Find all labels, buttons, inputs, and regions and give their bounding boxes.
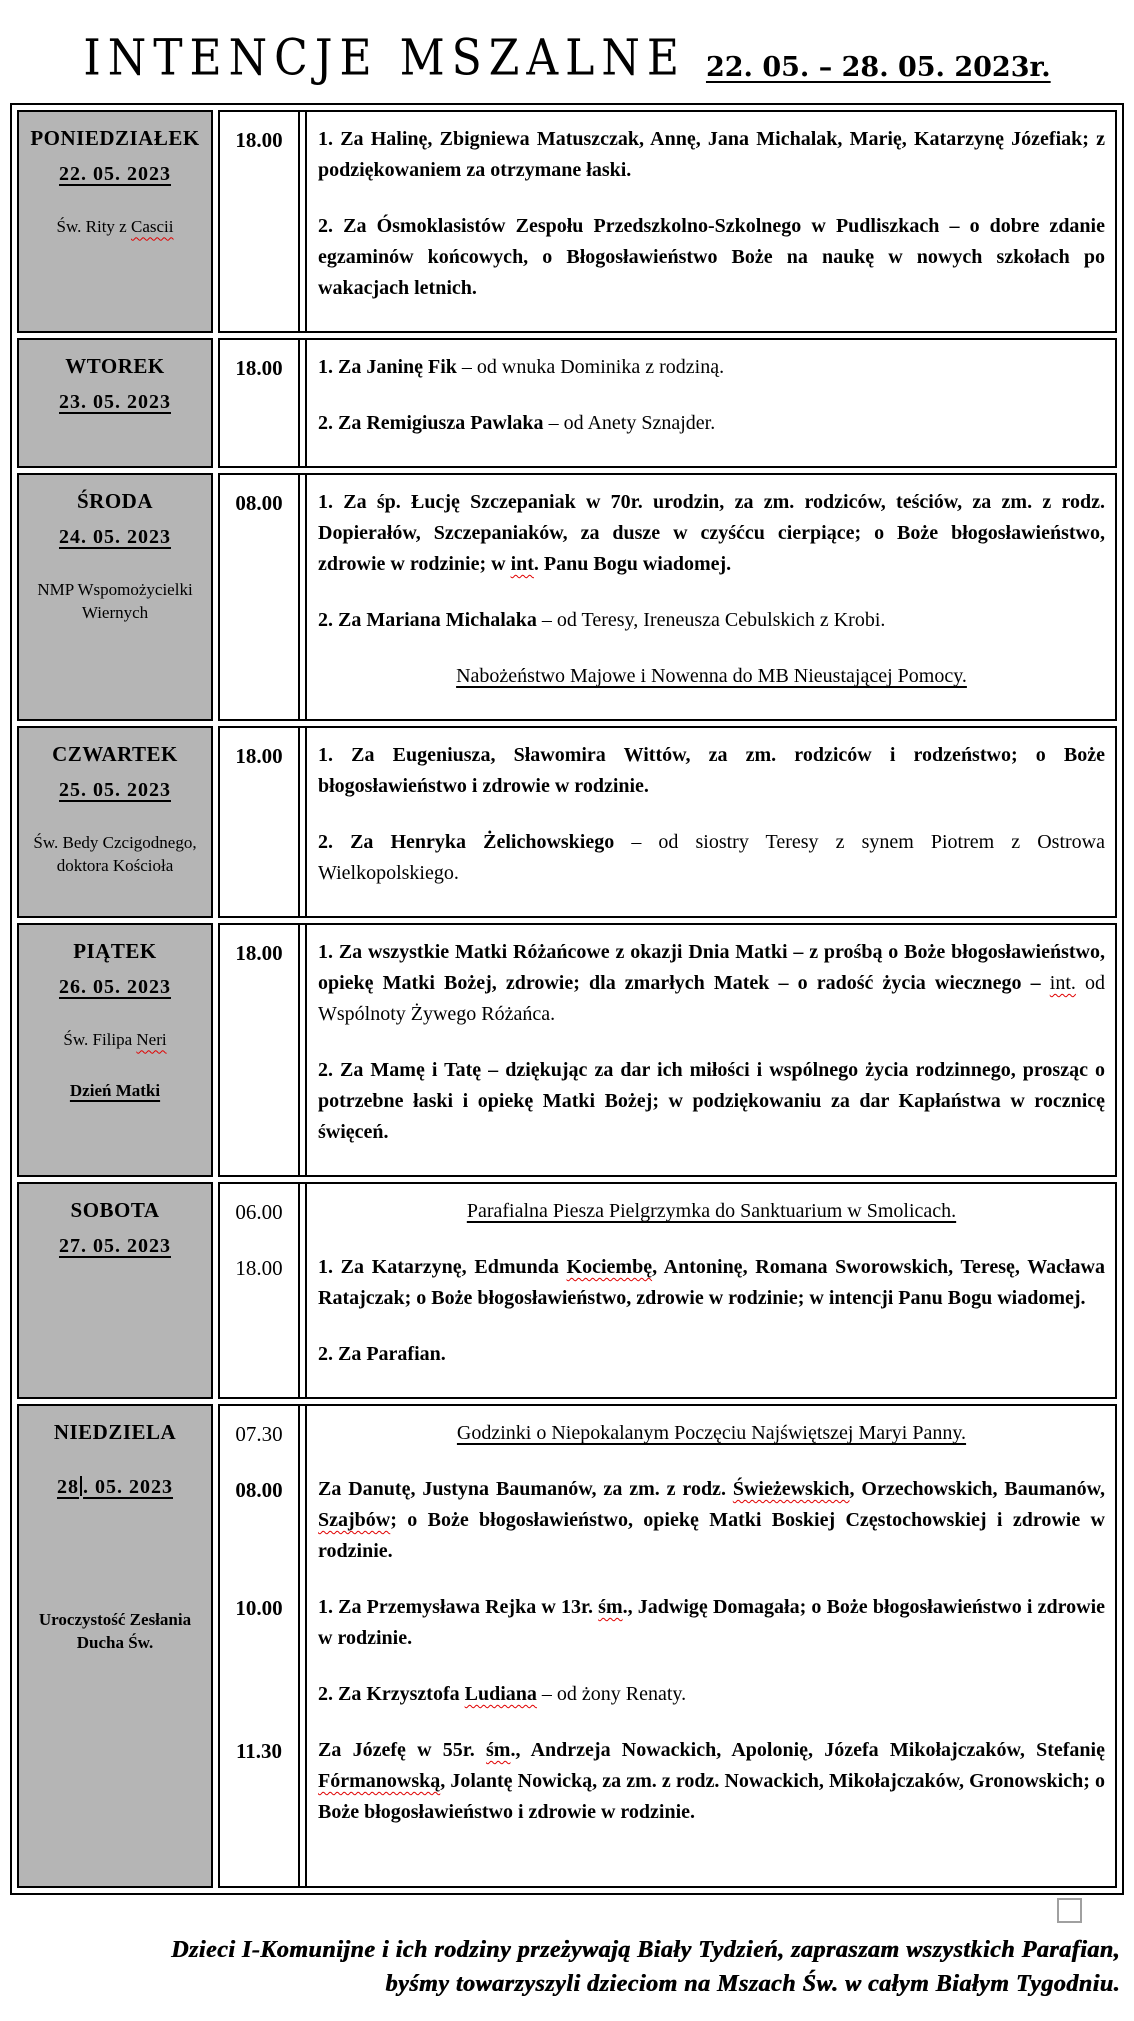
text-segment: 08.00 [235,1478,283,1502]
text-segment: 28 [57,1476,79,1499]
text-segment: Ludiana [464,1683,537,1705]
day-cell[interactable] [17,338,213,468]
text-segment: 1. Za Katarzynę, Edmunda [318,1256,567,1278]
schedule-row [17,1182,1117,1399]
intention-paragraph[interactable] [318,1735,1105,1828]
text-segment: . 05. 2023 [83,1476,173,1499]
text-segment: , Antoninę, Romana Sworowskich, Teresę, Wacława Ratajczak; o Boże błogosławieństwo, zdrowie w rodzinie; w intencji Panu Bogu wiadomej. [318,1256,1105,1309]
intention-block [298,352,1115,464]
mass-time[interactable] [220,1474,298,1592]
text-segment: SOBOTA [70,1198,160,1222]
text-segment: NMP Wspomożycielki Wiernych [37,580,193,623]
day-date[interactable] [25,161,205,188]
feast-name[interactable] [25,1029,205,1052]
intention-paragraph[interactable] [318,740,1105,802]
text-segment: Fórmanowską [318,1770,441,1792]
text-segment: – od siostry Teresy z synem Piotrem z Ostrowa Wielkopolskiego. [318,831,1106,884]
day-date[interactable] [25,1474,205,1501]
intention-paragraph[interactable] [318,1252,1105,1314]
intention-paragraph[interactable] [318,1055,1105,1148]
text-segment: – od żony Renaty. [536,1683,687,1705]
text-segment: śm [486,1739,511,1761]
day-cell[interactable] [17,923,213,1177]
text-segment: , Orzechowskich, Baumanów, [849,1478,1105,1500]
mass-time[interactable] [220,937,298,1173]
intention-paragraph[interactable] [318,487,1105,580]
text-segment: śm [598,1596,623,1618]
intention-paragraph[interactable] [318,605,1105,636]
day-date[interactable] [25,777,205,804]
text-segment: 23. 05. 2023 [59,391,171,414]
day-date[interactable] [25,974,205,1001]
text-cursor [80,1476,82,1496]
intention-paragraph[interactable] [318,827,1105,889]
day-date[interactable] [25,524,205,551]
text-segment: 1. Za Janinę Fik [318,356,457,378]
text-segment: 2. Za Mamę i Tatę – dziękując za dar ich miłości i wspólnego życia rodzinnego, prosząc o potrzebne łaski i opiekę Matki Bożej; w podziękowaniu za dar Kapłaństwa w rocznicę święceń. [318,1059,1105,1143]
feast-name[interactable] [25,579,205,625]
mass-time[interactable] [220,352,298,464]
text-segment: Dzień Matki [69,1081,161,1101]
text-segment: Godzinki o Niepokalanym Poczęciu Najświętszej Maryi Panny. [456,1422,967,1444]
mass-time[interactable] [220,1196,298,1252]
mass-time[interactable] [220,487,298,717]
text-segment: – od Teresy, Ireneusza Cebulskich z Krobi. [536,609,886,631]
text-segment: – od wnuka Dominika z rodziną. [456,356,725,378]
page-title[interactable]: INTENCJE MSZALNE [83,29,686,87]
day-name[interactable] [25,1418,205,1446]
intention-block [298,124,1115,329]
schedule-table-body [17,110,1117,1888]
text-segment: 2. Za Parafian. [318,1343,446,1365]
intentions-cell [218,338,1117,468]
intentions-grid [220,112,1115,331]
intention-block [298,1735,1115,1853]
text-segment: 2. Za Mariana Michalaka [318,609,537,631]
intention-paragraph[interactable] [318,124,1105,186]
announcement-line[interactable] [318,1196,1105,1227]
intention-paragraph[interactable] [318,1474,1105,1567]
text-segment: Szajbów [318,1509,391,1531]
text-segment: Za Józefę w 55r. [318,1739,487,1761]
text-segment: ŚRODA [76,489,153,513]
day-cell[interactable] [17,473,213,721]
announcement-line[interactable] [318,1418,1105,1449]
intention-paragraph[interactable] [318,1592,1105,1654]
text-segment: 18.00 [235,1256,283,1280]
intention-paragraph[interactable] [318,937,1105,1030]
title-date-range[interactable]: 22. 05. – 28. 05. 2023r. [705,52,1051,83]
intention-block [298,487,1115,717]
text-segment: Św. Filipa [63,1030,137,1050]
intentions-cell [218,923,1117,1177]
intention-paragraph[interactable] [318,352,1105,383]
intention-block [298,1418,1115,1474]
text-segment: 1. Za wszystkie Matki Różańcowe z okazji Dnia Matki – z prośbą o Boże błogosławieństwo, opiekę Matki Bożej, zdrowie; dla zmarłych Matek – o radość życia wiecznego – [318,941,1105,994]
text-segment: 18.00 [235,941,283,965]
mass-time[interactable] [220,1592,298,1735]
intentions-grid [220,925,1115,1175]
text-segment: 11.30 [235,1739,283,1763]
schedule-row [17,1404,1117,1888]
intention-block [298,1592,1115,1735]
text-segment: od Wspólnoty Żywego Różańca. [318,972,1105,1025]
day-cell[interactable] [17,110,213,333]
text-segment: Cascii [130,217,174,237]
intentions-grid [220,728,1115,916]
document-header [10,29,1124,87]
day-cell[interactable] [17,726,213,918]
schedule-row [17,338,1117,468]
text-segment: 1. Za śp. Łucję Szczepaniak w 70r. urodzin, za zm. rodziców, teściów, za zm. z rodz. Dopierałów, Szczepaniaków, za dusze w czyśćcu cierpiące; o Boże błogosławieństwo, zdrowie w rodzinie; w [318,491,1105,575]
mass-time[interactable] [220,740,298,914]
day-name[interactable] [25,352,205,380]
text-segment: 1. Za Halinę, Zbigniewa Matuszczak, Annę, Jana Michalak, Marię, Katarzynę Józefiak; z podziękowaniem za otrzymane łaski. [318,128,1105,181]
text-segment: – od Anety Sznajder. [543,412,716,434]
text-segment: Za Danutę, Justyna Baumanów, za zm. z rodz. [318,1478,733,1500]
text-segment: 18.00 [235,744,283,768]
text-segment: 07.30 [235,1422,283,1446]
intention-block [298,1196,1115,1252]
intention-block [298,937,1115,1173]
intention-paragraph[interactable] [318,408,1105,439]
intentions-grid [220,340,1115,466]
object-anchor-marker [1057,1898,1082,1923]
mass-time[interactable] [220,1418,298,1474]
intentions-cell [218,726,1117,918]
text-segment: 08.00 [235,491,283,515]
text-segment: 18.00 [235,128,283,152]
day-name[interactable] [25,937,205,965]
text-segment: 24. 05. 2023 [59,526,171,549]
text-segment: Kociembę [566,1256,653,1278]
text-segment: Parafialna Piesza Pielgrzymka do Sanktuarium w Smolicach. [466,1200,957,1222]
feast-name[interactable] [25,832,205,878]
text-segment: Świeżewskich [732,1478,850,1500]
intentions-grid [220,475,1115,719]
day-name[interactable] [25,1196,205,1224]
day-date[interactable] [25,389,205,416]
day-name[interactable] [25,740,205,768]
mass-intentions-table [10,103,1124,1895]
text-segment: int [510,553,534,575]
text-segment: 25. 05. 2023 [59,779,171,802]
text-segment: NIEDZIELA [53,1420,177,1444]
text-segment: ; o Boże błogosławieństwo, opiekę Matki Boskiej Częstochowskiej i zdrowie w rodzinie. [318,1509,1105,1562]
intentions-cell [218,473,1117,721]
text-segment: 27. 05. 2023 [59,1235,171,1258]
text-segment: 2. Za Ósmoklasistów Zespołu Przedszkolno-Szkolnego w Pudliszkach – o dobre zdanie egzaminów końcowych, o Błogosławieństwo Boże na naukę w nowych szkołach po wakacjach letnich. [318,215,1105,299]
announcement-line[interactable] [318,661,1105,692]
intentions-grid [220,1184,1115,1397]
feast-name[interactable] [25,1609,205,1655]
day-name[interactable] [25,487,205,515]
intentions-cell [218,110,1117,333]
mass-time[interactable] [220,1252,298,1395]
text-segment: 2. Za Krzysztofa [318,1683,465,1705]
intention-block [298,1252,1115,1395]
footer-line-1[interactable]: Dzieci I-Komunijne i ich rodziny przeżywają Biały Tydzień, zapraszam wszystkich Parafian, [170,1937,1120,1963]
text-segment: ., Jadwigę Domagała; o Boże błogosławieństwo i zdrowie w rodzinie. [318,1596,1105,1649]
day-date[interactable] [25,1233,205,1260]
mass-time[interactable] [220,124,298,329]
intention-block [298,740,1115,914]
text-segment: PONIEDZIAŁEK [30,126,200,150]
intentions-cell [218,1182,1117,1399]
text-segment: 10.00 [235,1596,283,1620]
text-segment: 1. Za Przemysława Rejka w 13r. [318,1596,599,1618]
intention-paragraph[interactable] [318,1679,1105,1710]
schedule-row [17,726,1117,918]
schedule-row [17,110,1117,333]
footer-line-2[interactable]: byśmy towarzyszyli dzieciom na Mszach Św. w całym Białym Tygodniu. [385,1971,1120,1998]
text-segment: Neri [136,1030,167,1050]
day-name[interactable] [25,124,205,152]
text-segment: . Panu Bogu wiadomej. [533,553,732,575]
text-segment: Uroczystość Zesłania Ducha Św. [38,1610,192,1653]
mass-time[interactable] [220,1735,298,1853]
text-segment: 06.00 [235,1200,283,1224]
intention-paragraph[interactable] [318,1339,1105,1370]
feast-name[interactable] [25,216,205,239]
schedule-row [17,923,1117,1177]
intentions-grid [220,1406,1115,1855]
intention-paragraph[interactable] [318,211,1105,304]
day-cell[interactable] [17,1404,213,1888]
text-segment: 2. Za Henryka Żelichowskiego [318,831,615,853]
text-segment: 1. Za Eugeniusza, Sławomira Wittów, za zm. rodziców i rodzeństwo; o Boże błogosławieństwo i zdrowie w rodzinie. [318,744,1105,797]
text-segment: 26. 05. 2023 [59,976,171,999]
text-segment: Nabożeństwo Majowe i Nowenna do MB Nieustającej Pomocy. [456,665,967,687]
text-segment: , Jolantę Nowicką, za zm. z rodz. Nowackich, Mikołajczaków, Gronowskich; o Boże błogosławieństwo i zdrowie w rodzinie. [318,1770,1105,1823]
footer-announcement [10,1933,1120,2021]
text-segment: CZWARTEK [52,742,178,766]
text-segment: 18.00 [235,356,283,380]
text-segment: WTOREK [65,354,165,378]
text-segment: 2. Za Remigiusza Pawlaka [318,412,544,434]
text-segment: Św. Bedy Czcigodnego, doktora Kościoła [33,833,197,876]
text-segment: ., Andrzeja Nowackich, Apolonię, Józefa Mikołajczaków, Stefanię [510,1739,1105,1761]
text-segment: Św. Rity z [56,217,131,237]
intentions-cell [218,1404,1117,1888]
special-day[interactable] [25,1080,205,1103]
text-segment: 22. 05. 2023 [59,163,171,186]
day-cell[interactable] [17,1182,213,1399]
schedule-row [17,473,1117,721]
text-segment: PIĄTEK [73,939,157,963]
intention-block [298,1474,1115,1592]
text-segment: int. [1049,972,1076,994]
